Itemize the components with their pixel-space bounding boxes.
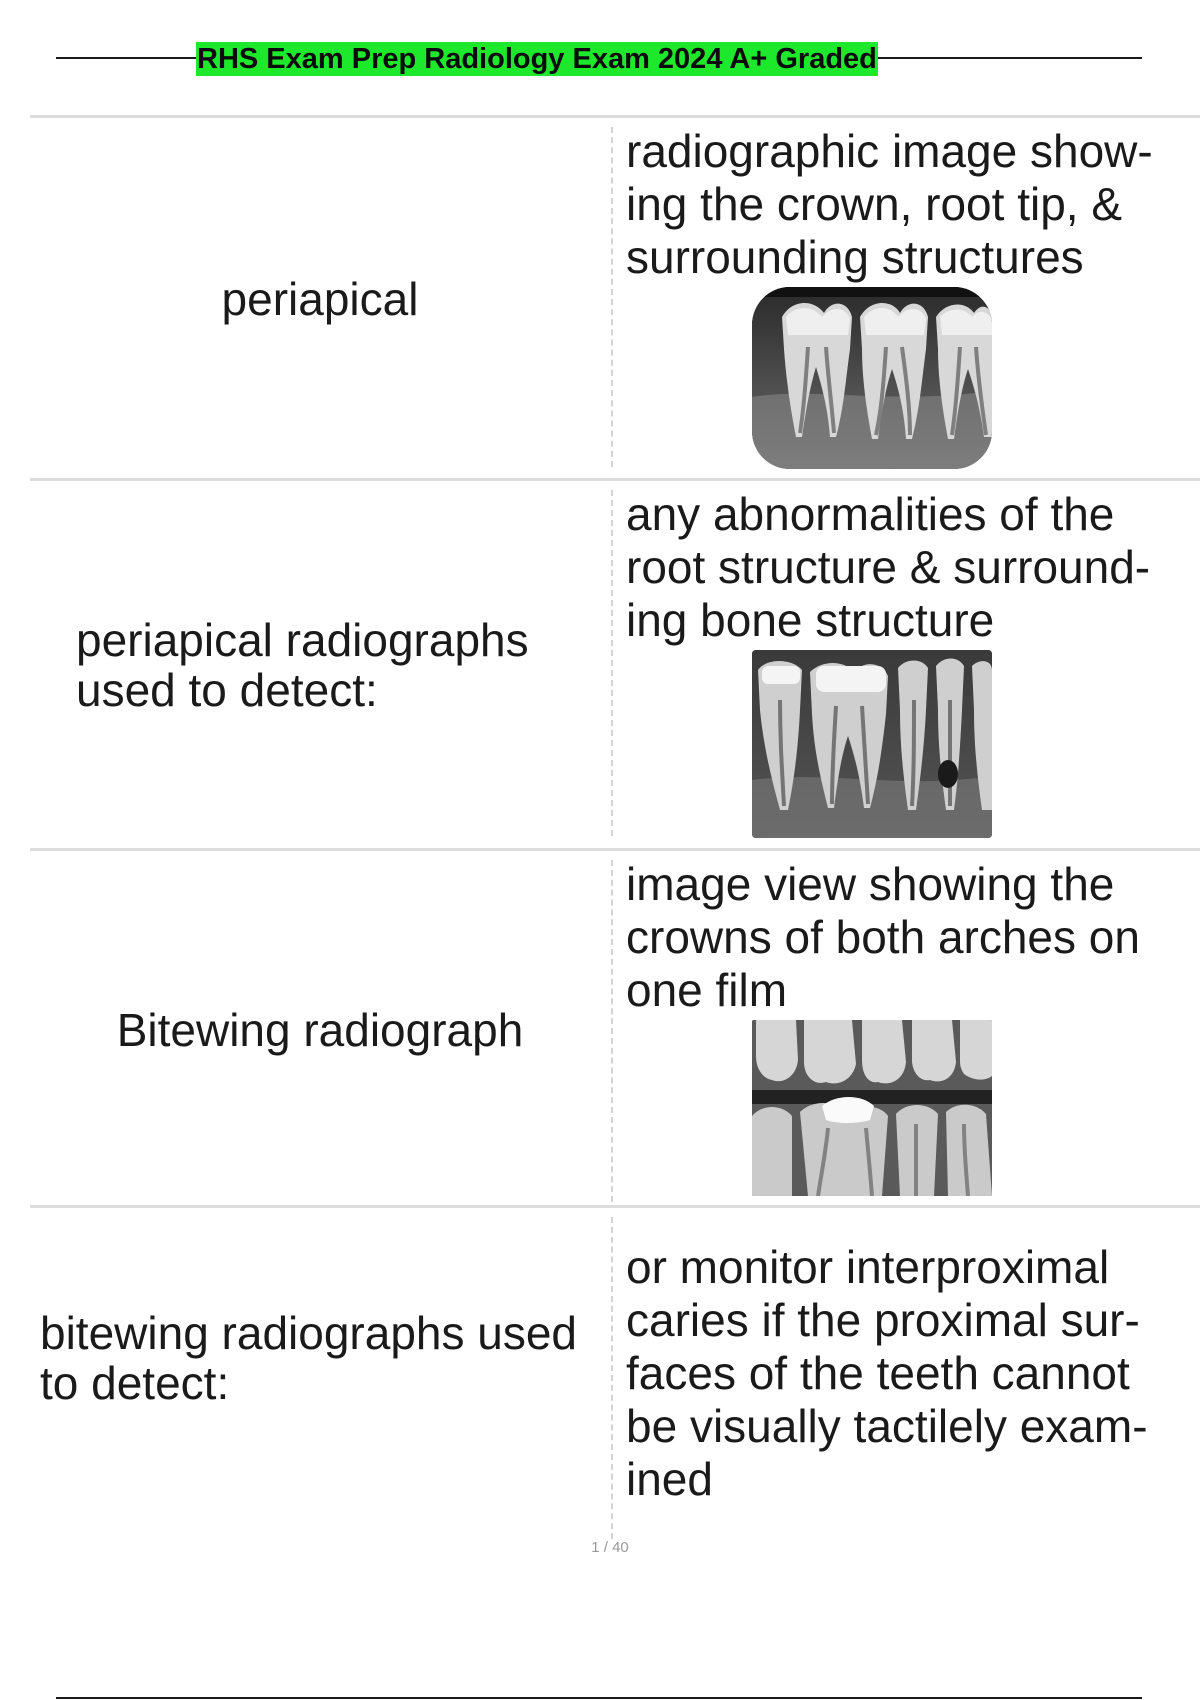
flashcard-definition (626, 125, 1200, 284)
definition-text: or monitor interproximal caries if the proximal sur- faces of the teeth cannot be visually tactilely exam- ined (626, 1241, 1148, 1505)
bottom-rule (56, 1697, 1142, 1699)
definition-text: radiographic image show- ing the crown, root tip, & surrounding structures (626, 125, 1153, 283)
flashcard-definition (626, 488, 1200, 647)
flashcard-term (30, 481, 610, 848)
flashcard-definition (626, 858, 1200, 1017)
periapical-xray-image (752, 650, 992, 838)
column-divider (611, 490, 613, 836)
column-divider (611, 127, 613, 467)
term-text: periapical (221, 273, 419, 325)
definition-text: any abnormalities of the root structure & surround- ing bone structure (626, 488, 1151, 646)
term-text: periapical radiographs used to detect: (76, 613, 529, 716)
page-indicator: 1 / 40 (591, 1539, 629, 1556)
bitewing-xray-image (752, 1020, 992, 1196)
term-text: Bitewing radiograph (116, 1003, 524, 1056)
flashcard-row (30, 848, 1200, 1208)
term-text: bitewing radiographs used to detect: (40, 1307, 578, 1409)
flashcard-row (30, 478, 1200, 848)
column-divider (611, 1217, 613, 1539)
document-title: RHS Exam Prep Radiology Exam 2024 A+ Graded (197, 43, 877, 75)
column-divider (611, 860, 613, 1202)
document-header (56, 38, 1142, 78)
flashcard-row (30, 1205, 1200, 1525)
flashcard-row (30, 115, 1200, 480)
flashcard-term (30, 1208, 610, 1508)
flashcard-term (30, 118, 610, 480)
flashcard-definition (626, 1241, 1200, 1506)
definition-text: image view showing the crowns of both arches on one film (626, 858, 1140, 1016)
periapical-xray-image (752, 287, 992, 469)
flashcard-term (30, 851, 610, 1208)
